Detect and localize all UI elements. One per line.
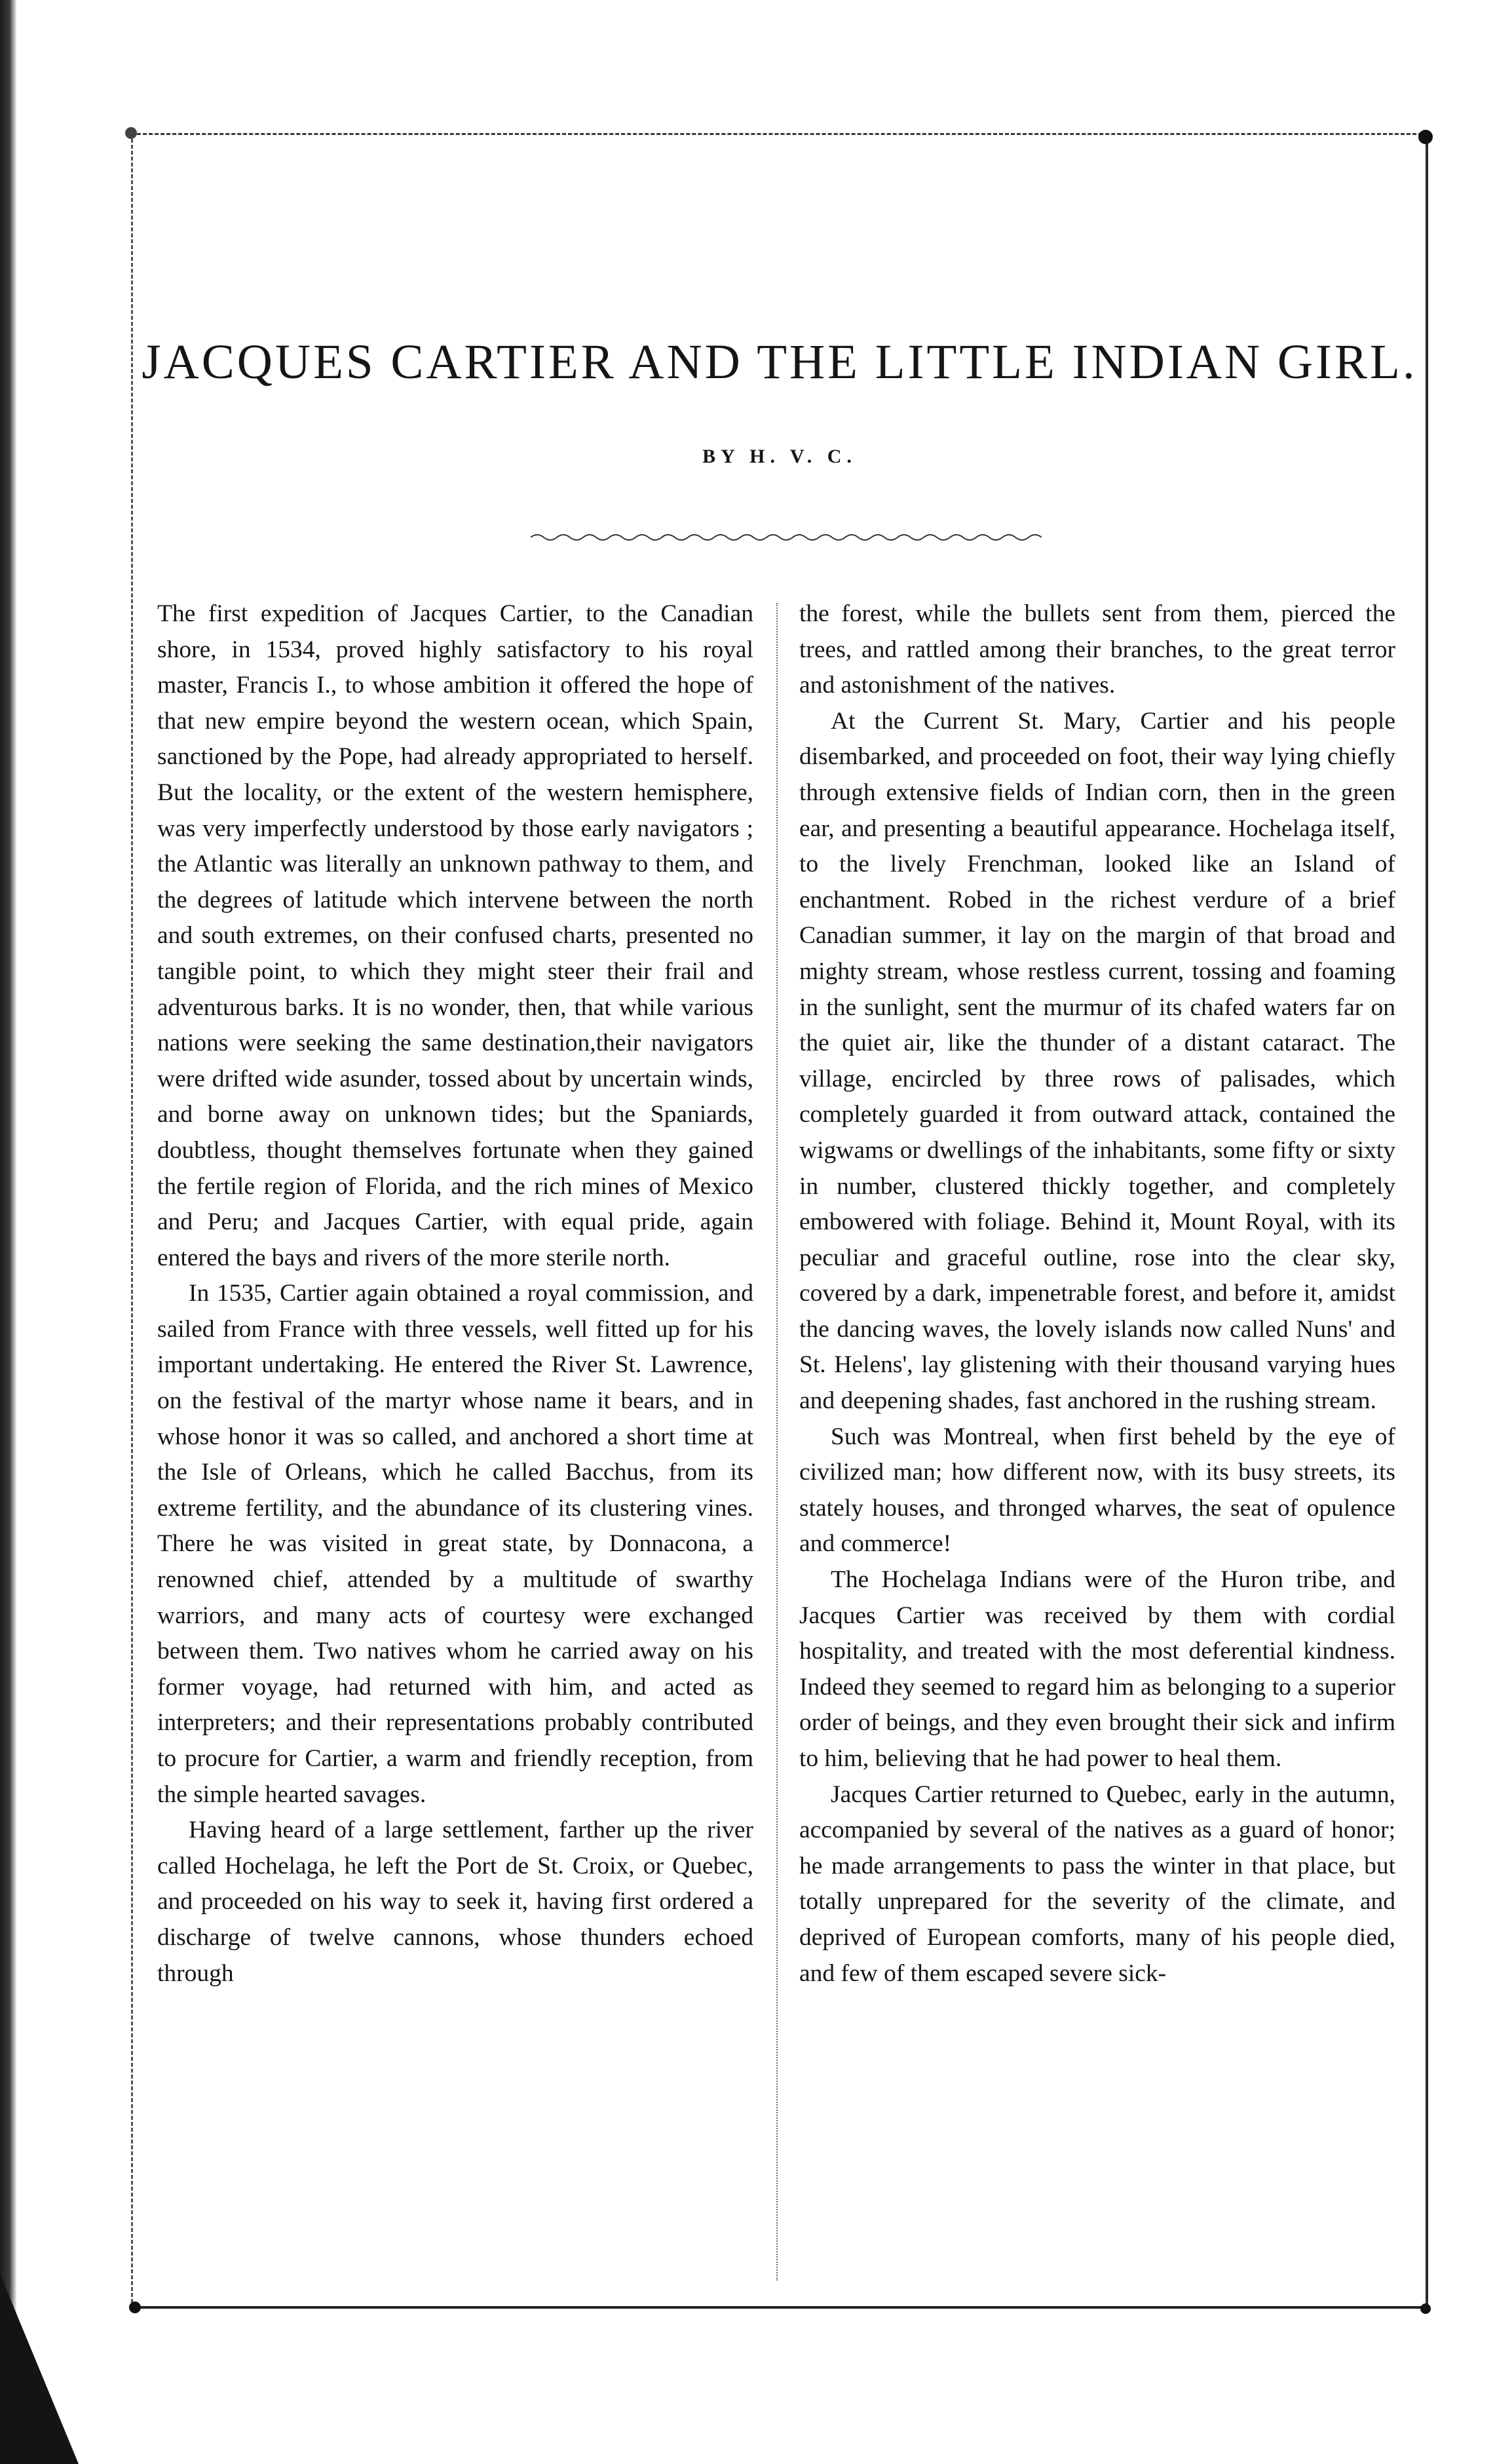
paragraph: At the Current St. Mary, Cartier and his people disembarked, and proceeded on foot, their way lying chiefly through extensive fields of Indian corn, then in the green ear, and presenting a beautiful appearance. Hochelaga itself, to the lively Frenchman, looked like an Island of enchantment. Robed in the richest verdure of a brief Canadian summer, it lay on the margin of that broad and mighty stream, whose restless current, tossing and foaming in the sunlight, sent the murmur of its chafed waters far on the quiet air, like the thunder of a distant cataract. The village, encircled by three rows of palisades, which completely guarded it from outward attack, contained the wigwams or dwellings of the inhabitants, some fifty or sixty in number, clustered thickly together, and completely embowered with foliage. Behind it, Mount Royal, with its peculiar and graceful outline, rose into the clear sky, covered by a dark, impenetrable forest, and before it, amidst the dancing waves, the lovely islands now called Nuns' and St. Helens', lay glistening with their thousand varying hues and deepening shades, fast anchored in the rushing stream. — [799, 707, 1395, 1415]
corner-ornament-top-left — [125, 127, 137, 139]
paragraph: Such was Montreal, when first beheld by the eye of civilized man; how different now, with its busy streets, its stately houses, and thronged wharves, the seat of opulence and commerce! — [799, 1423, 1395, 1558]
right-text-column — [799, 596, 1395, 1992]
corner-ornament-top-right — [1418, 130, 1433, 144]
paragraph: The first expedition of Jacques Cartier, to the Canadian shore, in 1534, proved highly satisfactory to his royal master, Francis I., to whose ambition it offered the hope of that new empire beyond the western ocean, which Spain, sanctioned by the Pope, had already appropriated to herself. But the locality, or the extent of the western hemisphere, was very imperfectly understood by those early navigators ; the Atlantic was literally an unknown pathway to them, and the degrees of latitude which intervene between the north and south extremes, on their confused charts, presented no tangible point, to which they might steer their frail and adventurous barks. It is no wonder, then, that while various nations were seeking the same destination,their navigators were drifted wide asunder, tossed about by uncertain winds, and borne away on unknown tides; but the Spaniards, doubtless, thought themselves fortunate when they gained the fertile region of Florida, and the rich mines of Mexico and Peru; and Jacques Cartier, with equal pride, again entered the bays and rivers of the more sterile north. — [157, 600, 753, 1271]
ornamental-rule — [531, 531, 1042, 544]
paragraph: Having heard of a large settlement, farther up the river called Hochelaga, he left the Port de St. Croix, or Quebec, and proceeded on his way to seek it, having first ordered a discharge of twelve cannons, whose thunders echoed through — [157, 1817, 753, 1987]
paragraph: the forest, while the bullets sent from them, pierced the trees, and rattled among their branches, to the great terror and astonishment of the natives. — [799, 600, 1395, 699]
corner-ornament-bottom-left — [129, 2301, 141, 2313]
scan-corner-shadow — [0, 2274, 79, 2464]
scan-page-edge — [0, 0, 17, 2464]
article-title: JACQUES CARTIER AND THE LITTLE INDIAN GIRL. — [142, 335, 1418, 389]
paragraph: The Hochelaga Indians were of the Huron tribe, and Jacques Cartier was received by them with cordial hospitality, and treated with the most deferential kindness. Indeed they seemed to regard him as belonging to a superior order of beings, and they even brought their sick and infirm to him, believing that he had power to heal them. — [799, 1566, 1395, 1772]
paragraph: In 1535, Cartier again obtained a royal commission, and sailed from France with three vessels, well fitted up for his important undertaking. He entered the River St. Lawrence, on the festival of the martyr whose name it bears, and in whose honor it was so called, and anchored a short time at the Isle of Orleans, which he called Bacchus, from its extreme fertility, and the abundance of its clustering vines. There he was visited in great state, by Donnacona, a renowned chief, attended by a multitude of swarthy warriors, and many acts of courtesy were exchanged between them. Two natives whom he carried away on his former voyage, had returned with him, and acted as interpreters; and their representations probably contributed to procure for Cartier, a warm and friendly reception, from the simple hearted savages. — [157, 1280, 753, 1808]
paragraph: Jacques Cartier returned to Quebec, early in the autumn, accompanied by several of the natives as a guard of honor; he made arrangements to pass the winter in that place, but totally unprepared for the severity of the climate, and deprived of European comforts, many of his people died, and few of them escaped severe sick- — [799, 1781, 1395, 1987]
column-divider — [776, 603, 778, 2281]
article-byline: BY H. V. C. — [702, 446, 857, 467]
corner-ornament-bottom-right — [1420, 2303, 1431, 2314]
left-text-column — [157, 596, 753, 1992]
